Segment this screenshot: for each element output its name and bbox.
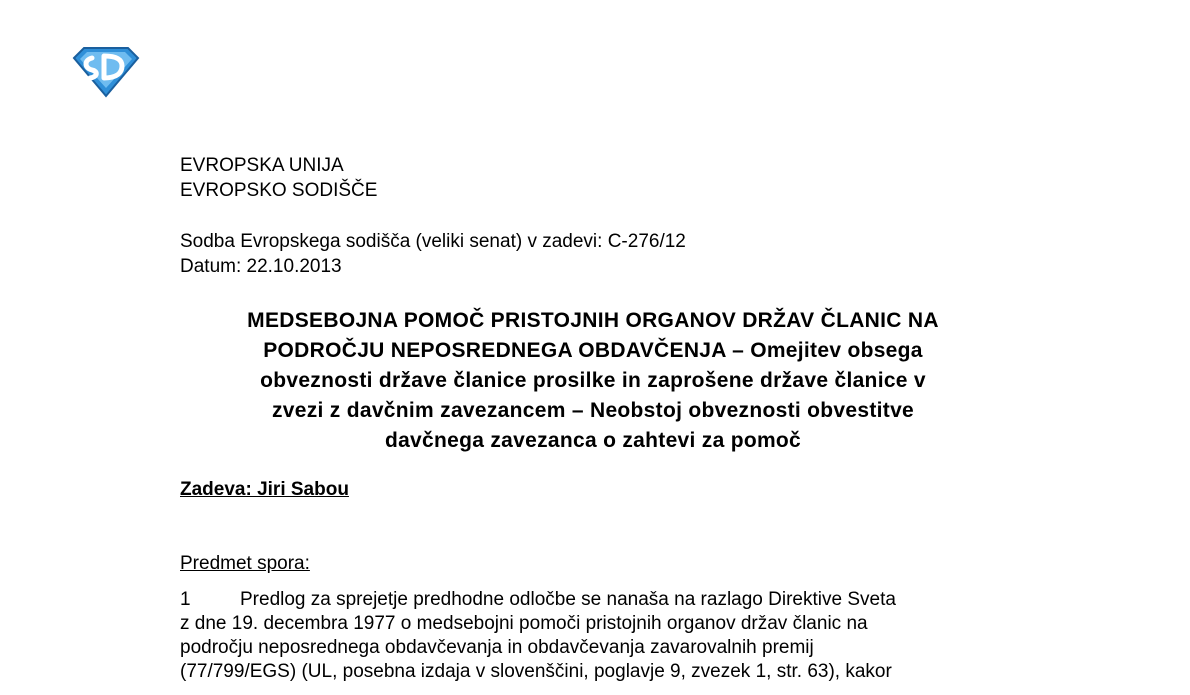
title-line: obveznosti države članice prosilke in zaprošene države članice v [260, 369, 926, 392]
paragraph-1 [180, 588, 1006, 684]
case-metadata [180, 229, 1006, 279]
paragraph-line: področju neposrednega obdavčevanja in obdavčevanja zavarovalnih premij [180, 637, 814, 658]
org-name-line-1: EVROPSKA UNIJA [180, 155, 344, 176]
paragraph-line: Predlog za sprejetje predhodne odločbe se nanaša na razlago Direktive Sveta [240, 589, 896, 610]
title-line: PODROČJU NEPOSREDNEGA OBDAVČENJA – Omejitev obsega [263, 339, 923, 362]
case-reference: Sodba Evropskega sodišča (veliki senat) v zadevi: C-276/12 [180, 231, 686, 252]
title-line: MEDSEBOJNA POMOČ PRISTOJNIH ORGANOV DRŽAV ČLANIC NA [247, 309, 939, 332]
subject-heading: Zadeva: Jiri Sabou [180, 479, 349, 500]
paragraph-number: 1 [180, 589, 191, 610]
org-name-line-2: EVROPSKO SODIŠČE [180, 180, 378, 201]
judgment-date: Datum: 22.10.2013 [180, 256, 342, 277]
title-line: davčnega zavezanca o zahtevi za pomoč [384, 429, 802, 452]
paragraph-first-line [180, 588, 1006, 612]
paragraph-line: z dne 19. decembra 1977 o medsebojni pomoči pristojnih organov držav članic na [180, 613, 868, 634]
document-title [180, 306, 1006, 456]
organization-header [180, 153, 1006, 203]
paragraph-line: (77/799/EGS) (UL, posebna izdaja v slovenščini, poglavje 9, zvezek 1, str. 63), kakor [180, 661, 892, 682]
title-line: zvezi z davčnim zavezancem – Neobstoj obveznosti obvestitve [271, 399, 915, 422]
section-heading: Predmet spora: [180, 553, 310, 574]
shield-logo-icon [70, 44, 142, 98]
court-logo [70, 44, 142, 98]
